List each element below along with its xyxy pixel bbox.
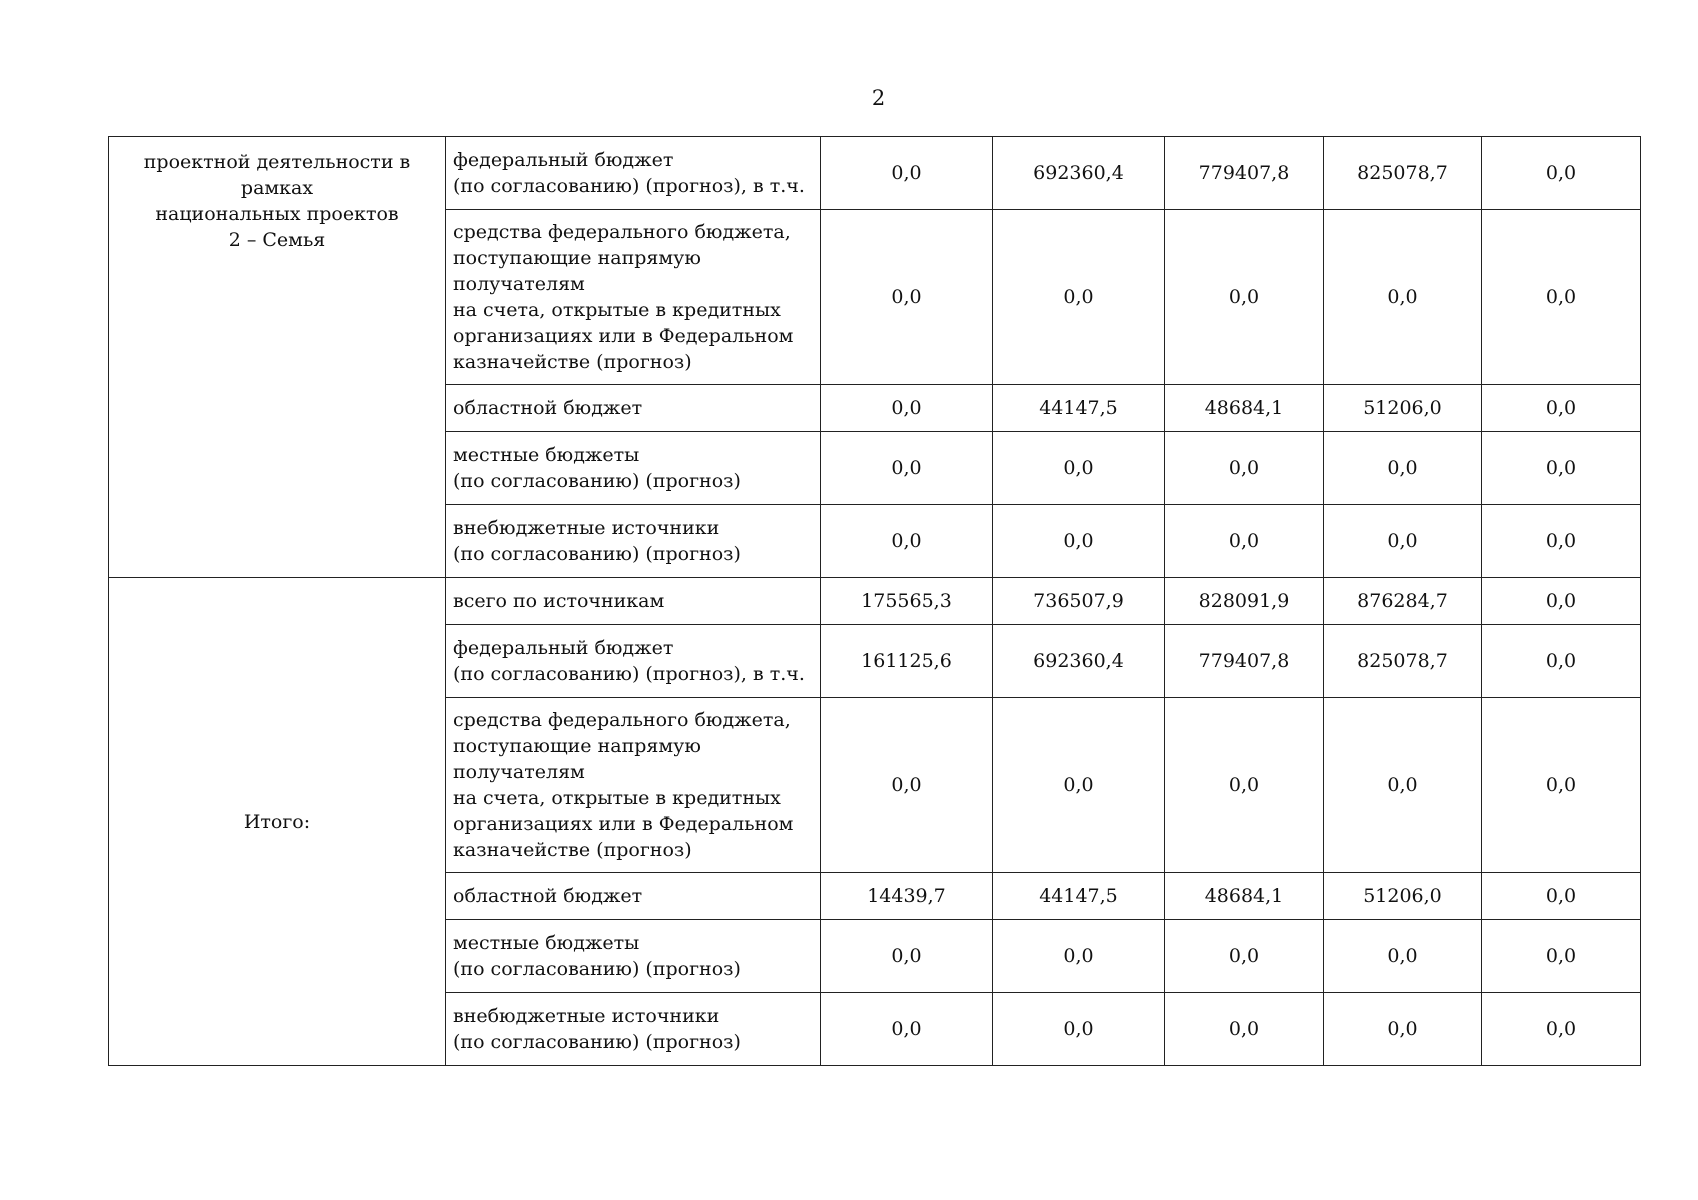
source-label: федеральный бюджет (по согласованию) (прогноз), в т.ч. <box>453 149 805 197</box>
value-cell: 0,0 <box>821 137 993 210</box>
value-cell: 0,0 <box>821 698 993 873</box>
group-label: проектной деятельности в рамках национальных проектов 2 – Семья <box>143 151 411 251</box>
value-cell: 0,0 <box>993 505 1165 578</box>
group-label-cell <box>109 137 446 578</box>
source-label: областной бюджет <box>453 885 643 907</box>
value-cell: 0,0 <box>993 210 1165 385</box>
value-cell: 0,0 <box>1482 698 1641 873</box>
value-cell: 828091,9 <box>1165 578 1324 625</box>
source-cell <box>446 385 821 432</box>
source-label: внебюджетные источники (по согласованию) (прогноз) <box>453 1005 741 1053</box>
value-cell: 0,0 <box>821 385 993 432</box>
value-cell: 0,0 <box>1482 432 1641 505</box>
value-cell: 0,0 <box>1165 432 1324 505</box>
value-cell: 14439,7 <box>821 873 993 920</box>
value-cell: 0,0 <box>1165 920 1324 993</box>
value-cell: 0,0 <box>1482 625 1641 698</box>
value-cell: 736507,9 <box>993 578 1165 625</box>
value-cell: 0,0 <box>1482 137 1641 210</box>
value-cell: 0,0 <box>821 432 993 505</box>
value-cell: 692360,4 <box>993 625 1165 698</box>
value-cell: 779407,8 <box>1165 137 1324 210</box>
source-label: внебюджетные источники (по согласованию) (прогноз) <box>453 517 741 565</box>
value-cell: 44147,5 <box>993 385 1165 432</box>
page-number: 2 <box>871 86 886 110</box>
value-cell: 0,0 <box>1165 698 1324 873</box>
value-cell: 692360,4 <box>993 137 1165 210</box>
value-cell: 0,0 <box>821 210 993 385</box>
value-cell: 44147,5 <box>993 873 1165 920</box>
value-cell: 825078,7 <box>1324 137 1482 210</box>
source-label: федеральный бюджет (по согласованию) (прогноз), в т.ч. <box>453 637 805 685</box>
value-cell: 0,0 <box>1482 210 1641 385</box>
source-cell <box>446 505 821 578</box>
value-cell: 161125,6 <box>821 625 993 698</box>
table-row <box>109 578 1641 625</box>
value-cell: 0,0 <box>821 505 993 578</box>
table-row <box>109 137 1641 210</box>
group-label-cell <box>109 578 446 1066</box>
value-cell: 0,0 <box>1324 432 1482 505</box>
source-label: местные бюджеты (по согласованию) (прогноз) <box>453 932 741 980</box>
value-cell: 825078,7 <box>1324 625 1482 698</box>
value-cell: 0,0 <box>1324 920 1482 993</box>
value-cell: 0,0 <box>821 920 993 993</box>
value-cell: 0,0 <box>821 993 993 1066</box>
source-cell <box>446 920 821 993</box>
value-cell: 779407,8 <box>1165 625 1324 698</box>
value-cell: 0,0 <box>1165 993 1324 1066</box>
source-label: областной бюджет <box>453 397 643 419</box>
value-cell: 0,0 <box>1482 873 1641 920</box>
value-cell: 0,0 <box>993 920 1165 993</box>
value-cell: 0,0 <box>1482 993 1641 1066</box>
source-cell <box>446 625 821 698</box>
value-cell: 0,0 <box>1482 385 1641 432</box>
value-cell: 0,0 <box>993 698 1165 873</box>
value-cell: 0,0 <box>1165 505 1324 578</box>
source-cell <box>446 210 821 385</box>
source-label: средства федерального бюджета, поступающие напрямую получателям на счета, открытые в кредитных организациях или в Федеральном казначействе (прогноз) <box>453 709 794 861</box>
group-label: Итого: <box>243 810 311 833</box>
source-cell <box>446 993 821 1066</box>
value-cell: 51206,0 <box>1324 385 1482 432</box>
source-cell <box>446 873 821 920</box>
value-cell: 175565,3 <box>821 578 993 625</box>
value-cell: 876284,7 <box>1324 578 1482 625</box>
source-label: всего по источникам <box>453 590 665 612</box>
value-cell: 0,0 <box>1324 505 1482 578</box>
value-cell: 0,0 <box>1482 505 1641 578</box>
value-cell: 51206,0 <box>1324 873 1482 920</box>
value-cell: 0,0 <box>1482 578 1641 625</box>
value-cell: 0,0 <box>1324 210 1482 385</box>
value-cell: 0,0 <box>1165 210 1324 385</box>
value-cell: 48684,1 <box>1165 873 1324 920</box>
source-cell <box>446 432 821 505</box>
value-cell: 0,0 <box>1324 993 1482 1066</box>
value-cell: 0,0 <box>1324 698 1482 873</box>
value-cell: 0,0 <box>993 432 1165 505</box>
value-cell: 48684,1 <box>1165 385 1324 432</box>
value-cell: 0,0 <box>993 993 1165 1066</box>
source-label: средства федерального бюджета, поступающие напрямую получателям на счета, открытые в кредитных организациях или в Федеральном казначействе (прогноз) <box>453 221 794 373</box>
source-cell <box>446 698 821 873</box>
value-cell: 0,0 <box>1482 920 1641 993</box>
source-label: местные бюджеты (по согласованию) (прогноз) <box>453 444 741 492</box>
budget-table <box>108 136 1641 1066</box>
source-cell <box>446 137 821 210</box>
source-cell <box>446 578 821 625</box>
